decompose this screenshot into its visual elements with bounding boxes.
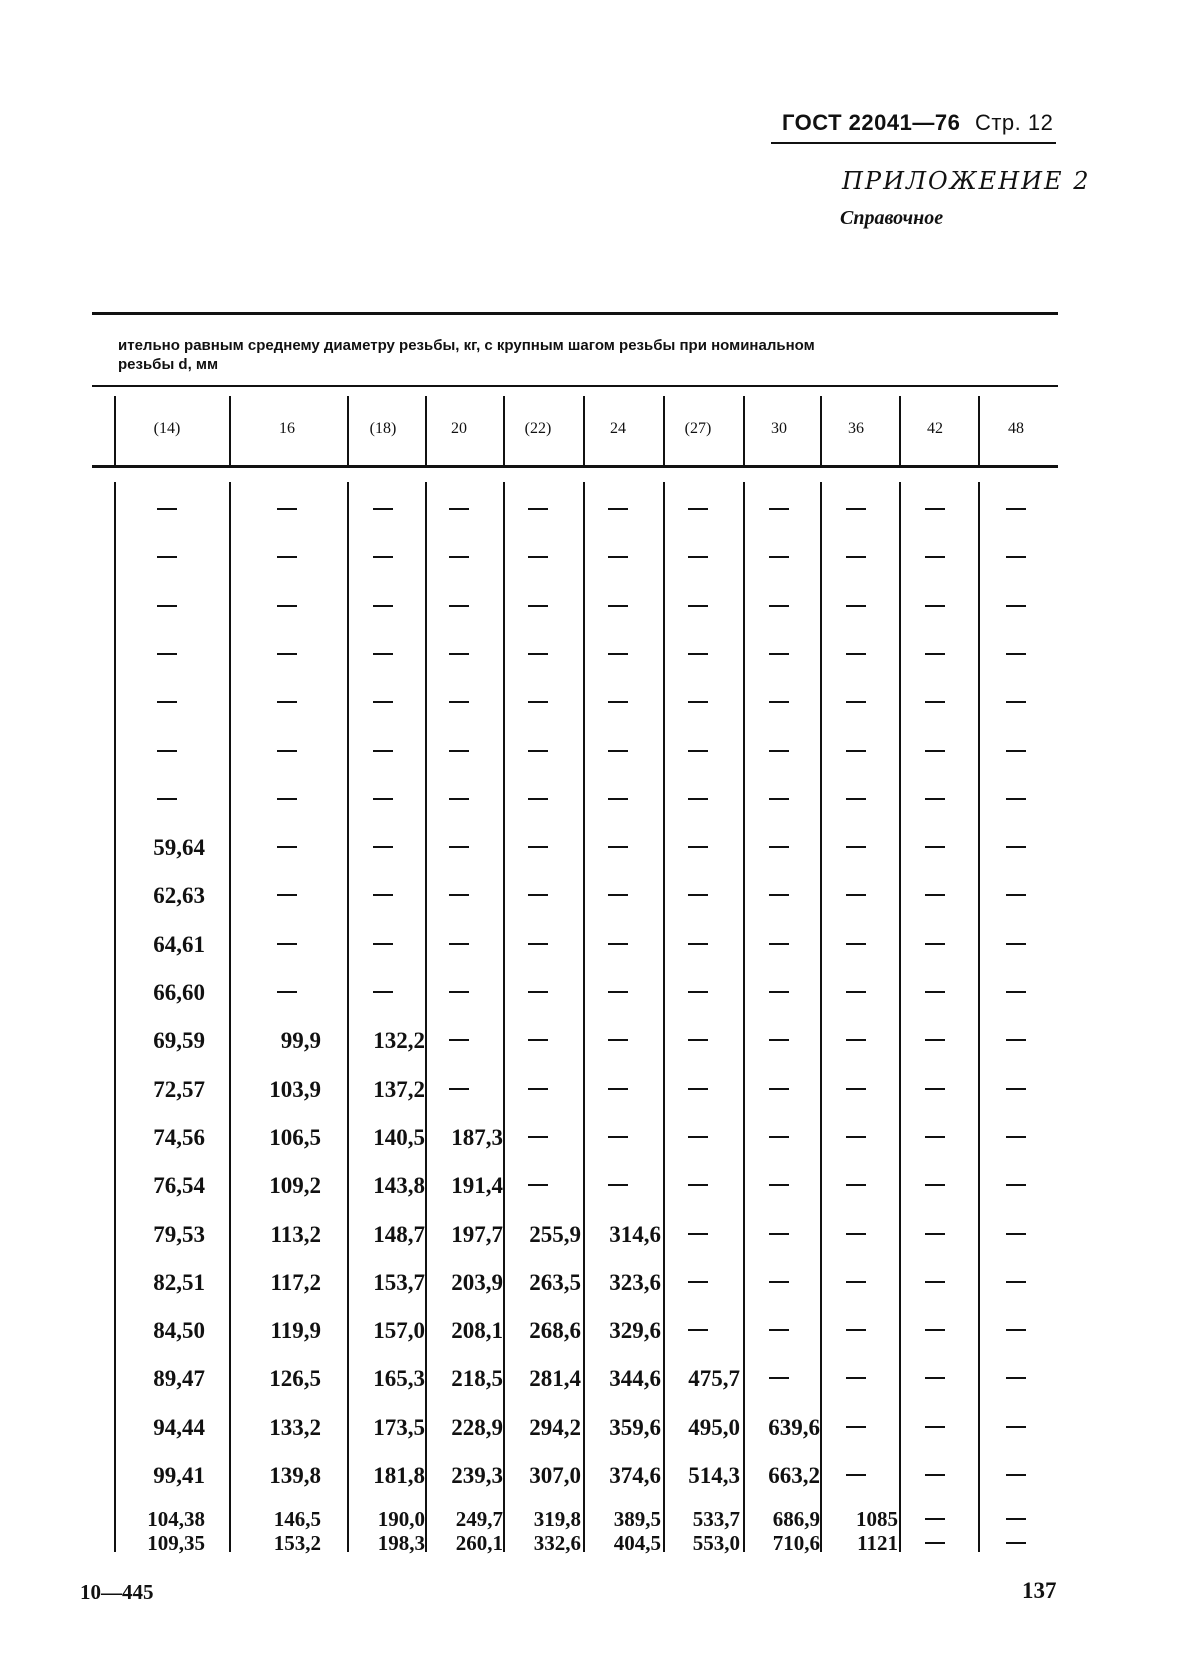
- empty-cell-dash: [1006, 1377, 1026, 1379]
- empty-cell-dash: [157, 750, 177, 752]
- table-cell: 146,5: [273, 1507, 321, 1531]
- table-cell: 59,64: [153, 835, 205, 861]
- empty-cell-dash: [846, 798, 866, 800]
- table-cell: 153,7: [373, 1269, 425, 1295]
- empty-cell-dash: [925, 894, 945, 896]
- table-cell: 260,1: [455, 1531, 503, 1555]
- empty-cell-dash: [1006, 701, 1026, 703]
- body-column-divider: [743, 482, 745, 1552]
- empty-cell-dash: [688, 508, 708, 510]
- column-header: (27): [684, 420, 712, 437]
- table-cell: 639,6: [768, 1414, 820, 1440]
- empty-cell-dash: [1006, 1474, 1026, 1476]
- empty-cell-dash: [1006, 1426, 1026, 1428]
- empty-cell-dash: [1006, 508, 1026, 510]
- empty-cell-dash: [373, 943, 393, 945]
- table-cell: 99,41: [153, 1463, 205, 1488]
- table-cell: 314,6: [609, 1221, 661, 1247]
- table-cell: 404,5: [613, 1531, 661, 1555]
- column-header: (14): [153, 420, 181, 437]
- table-cell: 533,7: [692, 1507, 740, 1531]
- empty-cell-dash: [1006, 846, 1026, 848]
- empty-cell-dash: [688, 1088, 708, 1090]
- table-cell: 153,2: [273, 1531, 321, 1555]
- empty-cell-dash: [1006, 605, 1026, 607]
- empty-cell-dash: [1006, 991, 1026, 993]
- table-cell: 374,6: [609, 1463, 661, 1488]
- empty-cell-dash: [608, 508, 628, 510]
- empty-cell-dash: [846, 750, 866, 752]
- empty-cell-dash: [688, 1039, 708, 1041]
- empty-cell-dash: [688, 1233, 708, 1235]
- empty-cell-dash: [925, 508, 945, 510]
- empty-cell-dash: [449, 750, 469, 752]
- empty-cell-dash: [925, 1039, 945, 1041]
- empty-cell-dash: [277, 605, 297, 607]
- caption-line-1: ительно равным среднему диаметру резьбы, кг, с крупным шагом резьбы при номинальном: [118, 337, 815, 354]
- empty-cell-dash: [846, 653, 866, 655]
- body-column-divider: [978, 482, 980, 1552]
- table-cell: 79,53: [153, 1221, 205, 1247]
- empty-cell-dash: [373, 894, 393, 896]
- empty-cell-dash: [925, 701, 945, 703]
- empty-cell-dash: [688, 991, 708, 993]
- table-cell: 389,5: [613, 1507, 661, 1531]
- table-cell: 263,5: [529, 1269, 581, 1295]
- table-cell: 119,9: [270, 1318, 321, 1344]
- empty-cell-dash: [769, 1184, 789, 1186]
- column-header: (22): [524, 420, 552, 437]
- table-cell: 74,56: [153, 1124, 205, 1150]
- empty-cell-dash: [688, 798, 708, 800]
- empty-cell-dash: [608, 701, 628, 703]
- empty-cell-dash: [925, 1518, 945, 1520]
- table-cell: 137,2: [373, 1076, 425, 1102]
- body-column-divider: [820, 482, 822, 1552]
- empty-cell-dash: [846, 1377, 866, 1379]
- empty-cell-dash: [688, 1184, 708, 1186]
- empty-cell-dash: [528, 750, 548, 752]
- empty-cell-dash: [157, 653, 177, 655]
- empty-cell-dash: [449, 556, 469, 558]
- body-column-divider: [425, 482, 427, 1552]
- empty-cell-dash: [528, 1039, 548, 1041]
- caption-line-2: резьбы d, мм: [118, 356, 219, 373]
- table-cell: 126,5: [269, 1366, 321, 1392]
- table-cell: 140,5: [373, 1124, 425, 1150]
- table-cell: 203,9: [451, 1269, 503, 1295]
- empty-cell-dash: [925, 798, 945, 800]
- empty-cell-dash: [608, 605, 628, 607]
- table-cell: 132,2: [373, 1028, 425, 1054]
- table-top-rule: [92, 312, 1058, 315]
- table-cell: 62,63: [153, 883, 205, 909]
- table-cell: 255,9: [529, 1221, 581, 1247]
- empty-cell-dash: [1006, 1281, 1026, 1283]
- table-cell: 173,5: [373, 1414, 425, 1440]
- table-cell: 117,2: [270, 1269, 321, 1295]
- table-cell: 281,4: [529, 1366, 581, 1392]
- empty-cell-dash: [528, 701, 548, 703]
- empty-cell-dash: [769, 605, 789, 607]
- empty-cell-dash: [769, 1377, 789, 1379]
- empty-cell-dash: [769, 1281, 789, 1283]
- empty-cell-dash: [925, 1136, 945, 1138]
- empty-cell-dash: [608, 556, 628, 558]
- empty-cell-dash: [846, 1474, 866, 1476]
- table-cell: 109,2: [269, 1173, 321, 1199]
- body-column-divider: [114, 482, 116, 1552]
- table-cell: 84,50: [153, 1318, 205, 1344]
- empty-cell-dash: [688, 750, 708, 752]
- empty-cell-dash: [277, 750, 297, 752]
- body-column-divider: [899, 482, 901, 1552]
- empty-cell-dash: [277, 798, 297, 800]
- empty-cell-dash: [1006, 1329, 1026, 1331]
- empty-cell-dash: [1006, 798, 1026, 800]
- empty-cell-dash: [277, 701, 297, 703]
- empty-cell-dash: [925, 750, 945, 752]
- empty-cell-dash: [846, 1136, 866, 1138]
- body-column-divider: [583, 482, 585, 1552]
- footer-print-code: 10—445: [80, 1580, 154, 1604]
- empty-cell-dash: [769, 894, 789, 896]
- empty-cell-dash: [688, 846, 708, 848]
- empty-cell-dash: [373, 991, 393, 993]
- caption-rule: [92, 385, 1058, 387]
- empty-cell-dash: [925, 846, 945, 848]
- empty-cell-dash: [688, 653, 708, 655]
- table-cell: 133,2: [269, 1414, 321, 1440]
- empty-cell-dash: [846, 508, 866, 510]
- empty-cell-dash: [608, 894, 628, 896]
- table-cell: 359,6: [609, 1414, 661, 1440]
- header-row-rule: [92, 465, 1058, 468]
- table-cell: 82,51: [153, 1269, 205, 1295]
- appendix-title: ПРИЛОЖЕНИЕ 2: [842, 167, 1091, 195]
- column-header: 16: [279, 420, 295, 437]
- empty-cell-dash: [925, 1233, 945, 1235]
- empty-cell-dash: [449, 653, 469, 655]
- empty-cell-dash: [608, 846, 628, 848]
- empty-cell-dash: [769, 701, 789, 703]
- table-cell: 104,38: [147, 1507, 205, 1531]
- empty-cell-dash: [769, 556, 789, 558]
- empty-cell-dash: [846, 701, 866, 703]
- table-cell: 64,61: [153, 931, 205, 957]
- empty-cell-dash: [925, 605, 945, 607]
- table-cell: 143,8: [373, 1173, 425, 1199]
- empty-cell-dash: [769, 1233, 789, 1235]
- empty-cell-dash: [449, 991, 469, 993]
- header-rule: [771, 142, 1056, 144]
- empty-cell-dash: [1006, 1184, 1026, 1186]
- empty-cell-dash: [449, 701, 469, 703]
- empty-cell-dash: [608, 653, 628, 655]
- empty-cell-dash: [846, 1039, 866, 1041]
- header-standard: [782, 110, 1053, 136]
- table-cell: 218,5: [451, 1366, 503, 1392]
- empty-cell-dash: [449, 894, 469, 896]
- table-cell: 66,60: [153, 980, 205, 1005]
- empty-cell-dash: [449, 508, 469, 510]
- table-cell: 249,7: [455, 1507, 503, 1531]
- empty-cell-dash: [608, 1184, 628, 1186]
- empty-cell-dash: [1006, 750, 1026, 752]
- empty-cell-dash: [608, 750, 628, 752]
- table-cell: 323,6: [609, 1269, 661, 1295]
- empty-cell-dash: [373, 750, 393, 752]
- table-cell: 139,8: [269, 1463, 321, 1488]
- table-cell: 307,0: [529, 1463, 581, 1488]
- empty-cell-dash: [373, 508, 393, 510]
- table-cell: 109,35: [147, 1531, 205, 1555]
- table-cell: 89,47: [153, 1366, 205, 1392]
- appendix-subtitle: Справочное: [840, 207, 944, 229]
- empty-cell-dash: [449, 1088, 469, 1090]
- empty-cell-dash: [449, 798, 469, 800]
- empty-cell-dash: [1006, 1233, 1026, 1235]
- empty-cell-dash: [1006, 1136, 1026, 1138]
- empty-cell-dash: [528, 846, 548, 848]
- empty-cell-dash: [157, 605, 177, 607]
- empty-cell-dash: [769, 1329, 789, 1331]
- empty-cell-dash: [925, 991, 945, 993]
- empty-cell-dash: [528, 508, 548, 510]
- empty-cell-dash: [769, 991, 789, 993]
- empty-cell-dash: [608, 798, 628, 800]
- table-cell: 76,54: [153, 1173, 205, 1199]
- empty-cell-dash: [528, 1184, 548, 1186]
- empty-cell-dash: [449, 943, 469, 945]
- table-cell: 198,3: [377, 1531, 425, 1555]
- empty-cell-dash: [373, 846, 393, 848]
- empty-cell-dash: [846, 846, 866, 848]
- empty-cell-dash: [528, 605, 548, 607]
- empty-cell-dash: [528, 653, 548, 655]
- empty-cell-dash: [925, 556, 945, 558]
- empty-cell-dash: [1006, 1039, 1026, 1041]
- column-header: 42: [927, 420, 943, 437]
- empty-cell-dash: [157, 798, 177, 800]
- table-caption: [118, 336, 1058, 374]
- table-cell: 319,8: [533, 1507, 581, 1531]
- table-cell: 72,57: [153, 1076, 205, 1102]
- empty-cell-dash: [528, 556, 548, 558]
- body-column-divider: [347, 482, 349, 1552]
- empty-cell-dash: [688, 1136, 708, 1138]
- empty-cell-dash: [688, 894, 708, 896]
- table-cell: 1085: [856, 1507, 898, 1531]
- empty-cell-dash: [688, 1281, 708, 1283]
- header-column-divider: [114, 396, 116, 466]
- table-cell: 710,6: [772, 1531, 820, 1555]
- body-column-divider: [503, 482, 505, 1552]
- body-column-divider: [663, 482, 665, 1552]
- table-cell: 197,7: [451, 1221, 503, 1247]
- column-header: 36: [848, 420, 864, 437]
- table-cell: 106,5: [269, 1124, 321, 1150]
- empty-cell-dash: [528, 991, 548, 993]
- empty-cell-dash: [373, 556, 393, 558]
- column-header: 20: [451, 420, 467, 437]
- empty-cell-dash: [1006, 653, 1026, 655]
- table-cell: 329,6: [609, 1318, 661, 1344]
- empty-cell-dash: [528, 943, 548, 945]
- column-header: (18): [369, 420, 397, 437]
- empty-cell-dash: [846, 1088, 866, 1090]
- empty-cell-dash: [925, 1088, 945, 1090]
- table-cell: 268,6: [529, 1318, 581, 1344]
- body-column-divider: [229, 482, 231, 1552]
- empty-cell-dash: [277, 943, 297, 945]
- empty-cell-dash: [449, 1039, 469, 1041]
- table-cell: 103,9: [269, 1076, 321, 1102]
- empty-cell-dash: [925, 1377, 945, 1379]
- empty-cell-dash: [1006, 556, 1026, 558]
- empty-cell-dash: [925, 1329, 945, 1331]
- empty-cell-dash: [688, 1329, 708, 1331]
- table-cell: 208,1: [451, 1318, 503, 1344]
- empty-cell-dash: [769, 508, 789, 510]
- empty-cell-dash: [846, 1426, 866, 1428]
- table-cell: 113,2: [270, 1221, 321, 1247]
- table-cell: 514,3: [688, 1463, 740, 1488]
- table-cell: 190,0: [377, 1507, 425, 1531]
- empty-cell-dash: [608, 991, 628, 993]
- empty-cell-dash: [846, 1281, 866, 1283]
- empty-cell-dash: [277, 556, 297, 558]
- empty-cell-dash: [688, 701, 708, 703]
- empty-cell-dash: [1006, 943, 1026, 945]
- table-cell: 553,0: [692, 1531, 740, 1555]
- empty-cell-dash: [528, 1136, 548, 1138]
- table-cell: 228,9: [451, 1414, 503, 1440]
- empty-cell-dash: [157, 701, 177, 703]
- empty-cell-dash: [373, 798, 393, 800]
- table-cell: 294,2: [529, 1414, 581, 1440]
- table-cell: 191,4: [451, 1173, 503, 1199]
- empty-cell-dash: [769, 798, 789, 800]
- page-label: Стр. 12: [974, 110, 1054, 135]
- table-cell: 69,59: [153, 1028, 205, 1054]
- empty-cell-dash: [528, 894, 548, 896]
- empty-cell-dash: [846, 1184, 866, 1186]
- header-column-divider: [978, 396, 980, 466]
- empty-cell-dash: [846, 943, 866, 945]
- empty-cell-dash: [1006, 1542, 1026, 1544]
- empty-cell-dash: [688, 556, 708, 558]
- empty-cell-dash: [373, 605, 393, 607]
- empty-cell-dash: [769, 1039, 789, 1041]
- empty-cell-dash: [846, 1329, 866, 1331]
- table-cell: 686,9: [772, 1507, 820, 1531]
- empty-cell-dash: [608, 1088, 628, 1090]
- empty-cell-dash: [769, 1088, 789, 1090]
- column-header: 48: [1008, 420, 1024, 437]
- empty-cell-dash: [769, 943, 789, 945]
- empty-cell-dash: [688, 943, 708, 945]
- empty-cell-dash: [925, 653, 945, 655]
- empty-cell-dash: [846, 1233, 866, 1235]
- empty-cell-dash: [925, 1426, 945, 1428]
- empty-cell-dash: [1006, 1088, 1026, 1090]
- empty-cell-dash: [846, 991, 866, 993]
- empty-cell-dash: [277, 991, 297, 993]
- empty-cell-dash: [608, 943, 628, 945]
- empty-cell-dash: [925, 1542, 945, 1544]
- empty-cell-dash: [157, 556, 177, 558]
- page-number: 137: [1022, 1578, 1057, 1603]
- table-cell: 94,44: [153, 1414, 205, 1440]
- empty-cell-dash: [846, 605, 866, 607]
- table-cell: 1121: [857, 1531, 898, 1555]
- empty-cell-dash: [769, 846, 789, 848]
- empty-cell-dash: [769, 750, 789, 752]
- empty-cell-dash: [449, 605, 469, 607]
- column-header: 24: [610, 420, 626, 437]
- empty-cell-dash: [277, 508, 297, 510]
- table-cell: 148,7: [373, 1221, 425, 1247]
- empty-cell-dash: [277, 846, 297, 848]
- empty-cell-dash: [925, 1474, 945, 1476]
- empty-cell-dash: [925, 943, 945, 945]
- table-cell: 99,9: [280, 1028, 321, 1054]
- empty-cell-dash: [277, 894, 297, 896]
- empty-cell-dash: [449, 846, 469, 848]
- table-cell: 475,7: [688, 1366, 740, 1392]
- table-cell: 663,2: [768, 1463, 820, 1488]
- empty-cell-dash: [769, 653, 789, 655]
- empty-cell-dash: [528, 798, 548, 800]
- empty-cell-dash: [608, 1039, 628, 1041]
- empty-cell-dash: [373, 701, 393, 703]
- empty-cell-dash: [846, 894, 866, 896]
- table-cell: 332,6: [533, 1531, 581, 1555]
- empty-cell-dash: [1006, 1518, 1026, 1520]
- empty-cell-dash: [769, 1136, 789, 1138]
- table-cell: 181,8: [373, 1463, 425, 1488]
- table-cell: 165,3: [373, 1366, 425, 1392]
- table-cell: 239,3: [451, 1463, 503, 1488]
- empty-cell-dash: [846, 556, 866, 558]
- empty-cell-dash: [157, 508, 177, 510]
- empty-cell-dash: [277, 653, 297, 655]
- table-cell: 495,0: [688, 1414, 740, 1440]
- standard-code: ГОСТ 22041—76: [782, 110, 961, 135]
- table-cell: 187,3: [451, 1124, 503, 1150]
- column-header: 30: [771, 420, 787, 437]
- header-column-divider: [229, 396, 231, 466]
- empty-cell-dash: [608, 1136, 628, 1138]
- table-cell: 157,0: [373, 1318, 425, 1344]
- empty-cell-dash: [1006, 894, 1026, 896]
- empty-cell-dash: [925, 1281, 945, 1283]
- empty-cell-dash: [925, 1184, 945, 1186]
- empty-cell-dash: [528, 1088, 548, 1090]
- empty-cell-dash: [373, 653, 393, 655]
- table-cell: 344,6: [609, 1366, 661, 1392]
- empty-cell-dash: [688, 605, 708, 607]
